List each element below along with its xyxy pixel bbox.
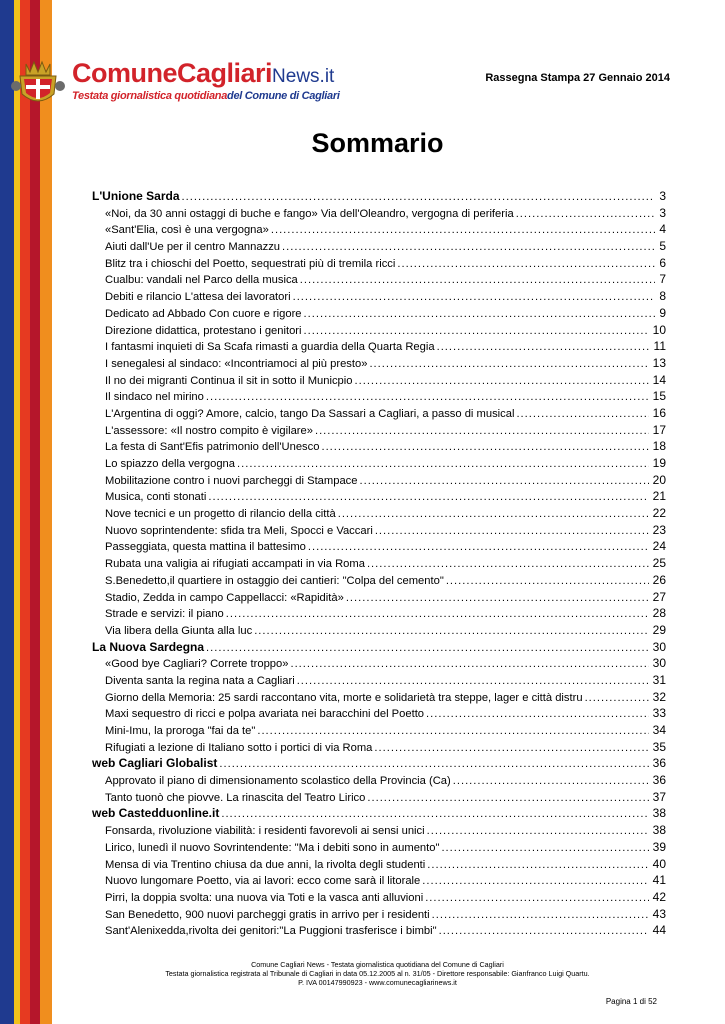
toc-page-number: 35 — [652, 739, 666, 754]
footer-line-2: Testata giornalistica registrata al Tribunale di Cagliari in data 05.12.2005 al n. 31/05 - Direttore responsabile: Gianfranco Luigi Quartu. — [165, 969, 590, 978]
toc-entry-title: Debiti e rilancio L'attesa dei lavoratori — [105, 291, 291, 304]
toc-entry[interactable] — [92, 255, 666, 272]
toc-entry-title: Musica, conti stonati — [105, 491, 207, 504]
brand-suffix: News.it — [272, 66, 335, 87]
toc-page-number: 14 — [652, 372, 666, 387]
toc-dot-leader — [441, 840, 648, 857]
toc-entry[interactable] — [92, 455, 666, 472]
toc-dot-leader — [439, 923, 649, 940]
toc-entry-title: Direzione didattica, protestano i genitori — [105, 324, 302, 337]
toc-entry-title: Mensa di via Trentino chiusa da due anni, la rivolta degli studenti — [105, 858, 426, 871]
toc-entry[interactable] — [92, 505, 666, 522]
toc-dot-leader — [206, 389, 649, 406]
toc-entry-title: Nuovo soprintendente: sfida tra Meli, Spocci e Vaccari — [105, 524, 373, 537]
toc-entry[interactable] — [92, 372, 666, 389]
toc-dot-leader — [221, 806, 648, 823]
toc-dot-leader — [293, 289, 656, 306]
toc-entry-title: Stadio, Zedda in campo Cappellacci: «Rapidità» — [105, 591, 344, 604]
footer-line-1: Comune Cagliari News - Testata giornalistica quotidiana del Comune di Cagliari — [251, 960, 504, 969]
toc-entry-title: L'Argentina di oggi? Amore, calcio, tango Da Sassari a Cagliari, a passo di musical — [105, 407, 515, 420]
toc-page-number: 38 — [652, 806, 666, 821]
toc-dot-leader — [426, 706, 649, 723]
toc-entry[interactable] — [92, 238, 666, 255]
toc-entry[interactable] — [92, 856, 666, 873]
toc-entry-title: Dedicato ad Abbado Con cuore e rigore — [105, 307, 302, 320]
toc-entry[interactable] — [92, 355, 666, 372]
toc-entry-title: Aiuti dall'Ue per il centro Mannazzu — [105, 241, 281, 254]
toc-page-number: 32 — [652, 689, 666, 704]
brand-main: ComuneCagliari — [72, 58, 273, 88]
toc-dot-leader — [374, 740, 648, 757]
toc-dot-leader — [346, 590, 649, 607]
toc-entry-title: La Nuova Sardegna — [92, 639, 205, 654]
toc-entry[interactable] — [92, 472, 666, 489]
toc-entry-title: Via libera della Giunta alla luc — [105, 624, 253, 637]
toc-entry-title: Il no dei migranti Continua il sit in sotto il Municpio — [105, 374, 353, 387]
toc-dot-leader — [226, 606, 649, 623]
toc-entry[interactable] — [92, 689, 666, 706]
toc-dot-leader — [367, 790, 648, 807]
toc-dot-leader — [219, 756, 648, 773]
toc-dot-leader — [271, 222, 655, 239]
tagline-main: Testata giornalistica quotidiana — [72, 90, 228, 102]
toc-page-number: 21 — [652, 489, 666, 504]
toc-page-number: 15 — [652, 389, 666, 404]
toc-page-number: 3 — [659, 205, 666, 220]
toc-page-number: 27 — [652, 589, 666, 604]
toc-entry-title: Rifugiati a lezione di Italiano sotto i portici di via Roma — [105, 741, 373, 754]
toc-dot-leader — [427, 823, 649, 840]
toc-entry-title: Nuovo lungomare Poetto, via ai lavori: ecco come sarà il litorale — [105, 875, 421, 888]
toc-dot-leader — [446, 573, 649, 590]
toc-entry[interactable] — [92, 538, 666, 555]
toc-page-number: 3 — [659, 189, 666, 203]
toc-dot-leader — [237, 456, 649, 473]
toc-dot-leader — [257, 723, 648, 740]
toc-page-number: 18 — [652, 439, 666, 454]
toc-page-number: 23 — [652, 522, 666, 537]
toc-entry-title: Rubata una valigia ai rifugiati accampati in via Roma — [105, 558, 365, 571]
toc-dot-leader — [208, 489, 648, 506]
toc-entry-title: Cualbu: vandali nel Parco della musica — [105, 274, 298, 287]
toc-page-number: 19 — [652, 456, 666, 470]
toc-entry-title: Passeggiata, questa mattina il battesimo — [105, 541, 306, 554]
toc-page-number: 5 — [659, 239, 666, 254]
toc-page-number: 9 — [659, 305, 666, 320]
toc-entry-title: L'Unione Sarda — [92, 189, 180, 203]
toc-dot-leader — [304, 323, 649, 340]
toc-entry[interactable] — [92, 221, 666, 238]
toc-entry[interactable] — [92, 622, 666, 639]
toc-entry[interactable] — [92, 405, 666, 422]
toc-entry-title: «Sant'Elia, così è una vergogna» — [105, 224, 269, 237]
toc-entry[interactable] — [92, 739, 666, 756]
page-number: Pagina 1 di 52 — [605, 997, 657, 1006]
toc-entry[interactable] — [92, 205, 666, 222]
toc-entry-title: web Cagliari Globalist — [92, 756, 218, 771]
toc-entry-title: Mini-Imu, la proroga "fai da te" — [105, 725, 256, 737]
toc-dot-leader — [321, 439, 648, 456]
brand-tagline — [72, 90, 340, 102]
toc-entry-title: Blitz tra i chioschi del Poetto, sequestrati più di tremila ricci — [105, 257, 396, 270]
toc-entry-title: L'assessore: «Il nostro compito è vigilare» — [105, 424, 313, 437]
toc-page-number: 36 — [652, 756, 666, 771]
toc-dot-leader — [585, 690, 649, 707]
toc-dot-leader — [437, 339, 650, 356]
toc-dot-leader — [304, 306, 656, 323]
toc-page-number: 36 — [652, 773, 666, 788]
toc-entry-title: Diventa santa la regina nata a Cagliari — [105, 674, 295, 687]
toc-dot-leader — [254, 623, 648, 640]
toc-page-number: 8 — [659, 289, 666, 304]
tagline-suffix: del Comune di Cagliari — [227, 90, 340, 102]
toc-page-number: 24 — [652, 539, 666, 554]
toc-dot-leader — [453, 773, 649, 790]
toc-page-number: 37 — [652, 789, 666, 804]
toc-entry-title: web Castedduonline.it — [92, 806, 220, 821]
toc-dot-leader — [422, 873, 648, 890]
toc-entry[interactable] — [92, 388, 666, 405]
toc-entry-title: Strade e servizi: il piano — [105, 608, 224, 621]
toc-dot-leader — [375, 523, 649, 540]
toc-entry[interactable] — [92, 722, 666, 739]
toc-page-number: 16 — [652, 405, 666, 420]
toc-entry-title: Pirri, la doppia svolta: una nuova via Toti e la vasca anti alluvioni — [105, 891, 424, 904]
toc-section[interactable] — [92, 188, 666, 205]
toc-entry[interactable] — [92, 488, 666, 505]
toc-entry[interactable] — [92, 589, 666, 606]
toc-dot-leader — [355, 373, 649, 390]
toc-entry[interactable] — [92, 922, 666, 939]
toc-entry-title: Lo spiazzo della vergogna — [105, 458, 235, 470]
toc-entry[interactable] — [92, 271, 666, 288]
toc-page-number: 29 — [652, 622, 666, 637]
toc-entry-title: Approvato il piano di dimensionamento scolastico della Provincia (Ca) — [105, 775, 451, 788]
toc-entry-title: Maxi sequestro di ricci e polpa avariata nei baracchini del Poetto — [105, 708, 425, 721]
toc-page-number: 26 — [652, 572, 666, 587]
toc-page-number: 28 — [652, 606, 666, 621]
toc-entry[interactable] — [92, 322, 666, 339]
toc-entry[interactable] — [92, 572, 666, 589]
toc-page-number: 25 — [652, 556, 666, 571]
toc-entry-title: Il sindaco nel mirino — [105, 391, 204, 404]
toc-entry-title: La festa di Sant'Efis patrimonio dell'Unesco — [105, 441, 320, 454]
toc-page-number: 40 — [652, 856, 666, 871]
toc-dot-leader — [315, 423, 649, 440]
toc-dot-leader — [516, 406, 648, 423]
toc-page-number: 13 — [652, 355, 666, 370]
toc-entry[interactable] — [92, 655, 666, 672]
toc-page-number: 10 — [652, 322, 666, 337]
toc-page-number: 41 — [652, 873, 666, 888]
toc-entry[interactable] — [92, 772, 666, 789]
brand-name — [72, 58, 334, 89]
toc-dot-leader — [369, 356, 648, 373]
toc-page-number: 33 — [652, 706, 666, 721]
toc-entry[interactable] — [92, 672, 666, 689]
toc-section[interactable] — [92, 639, 666, 656]
toc-entry[interactable] — [92, 555, 666, 572]
toc-dot-leader — [308, 539, 649, 556]
toc-entry[interactable] — [92, 789, 666, 806]
toc-entry-title: Tanto tuonò che piovve. La rinascita del Teatro Lirico — [105, 791, 366, 804]
press-review-date: Rassegna Stampa 27 Gennaio 2014 — [485, 72, 670, 84]
footer-line-3: P. IVA 00147990923 - www.comunecagliarinews.it — [298, 978, 457, 987]
toc-dot-leader — [425, 890, 648, 907]
toc-entry[interactable] — [92, 422, 666, 439]
toc-page-number: 11 — [653, 339, 666, 354]
toc-entry-title: Mobilitazione contro i nuovi parcheggi di Stampace — [105, 474, 358, 487]
toc-entry-title: I senegalesi al sindaco: «Incontriamoci al più presto» — [105, 357, 368, 370]
toc-dot-leader — [206, 640, 649, 657]
toc-dot-leader — [397, 256, 655, 273]
toc-page-number: 30 — [652, 656, 666, 671]
page-footer — [0, 960, 725, 987]
toc-page-number: 4 — [659, 222, 666, 237]
toc-page-number: 42 — [652, 889, 666, 904]
toc-page-number: 22 — [652, 506, 666, 521]
toc-entry[interactable] — [92, 305, 666, 322]
toc-entry-title: «Noi, da 30 anni ostaggi di buche e fango» Via dell'Oleandro, vergogna di periferia — [105, 207, 514, 220]
toc-dot-leader — [427, 857, 648, 874]
toc-dot-leader — [282, 239, 655, 256]
toc-dot-leader — [359, 473, 648, 490]
toc-dot-leader — [338, 506, 649, 523]
toc-page-number: 34 — [652, 723, 666, 737]
toc-page-number: 7 — [659, 272, 666, 287]
toc-entry-title: Lirico, lunedì il nuovo Sovrintendente: "Ma i debiti sono in aumento" — [105, 841, 440, 854]
toc-entry-title: S.Benedetto,il quartiere in ostaggio dei cantieri: "Colpa del cemento" — [105, 574, 444, 587]
toc-dot-leader — [516, 206, 656, 223]
toc-dot-leader — [300, 272, 656, 289]
toc-section[interactable] — [92, 755, 666, 772]
toc-entry[interactable] — [92, 906, 666, 923]
toc-entry[interactable] — [92, 288, 666, 305]
toc-entry-title: San Benedetto, 900 nuovi parcheggi gratis in arrivo per i residenti — [105, 908, 430, 921]
toc-entry[interactable] — [92, 338, 666, 355]
toc-entry[interactable] — [92, 872, 666, 889]
toc-page-number: 38 — [652, 823, 666, 838]
toc-entry[interactable] — [92, 822, 666, 839]
coat-of-arms-icon — [10, 54, 66, 110]
page-title: Sommario — [311, 128, 444, 158]
toc-page-number: 44 — [652, 923, 666, 938]
toc-entry-title: I fantasmi inquieti di Sa Scafa rimasti a guardia della Quarta Regia — [105, 341, 435, 354]
toc-entry[interactable] — [92, 705, 666, 722]
toc-page-number: 39 — [652, 839, 666, 854]
toc-entry[interactable] — [92, 889, 666, 906]
toc-dot-leader — [432, 907, 649, 924]
toc-entry[interactable] — [92, 605, 666, 622]
toc-page-number: 6 — [659, 255, 666, 270]
toc-page-number: 43 — [652, 906, 666, 921]
toc-entry-title: Giorno della Memoria: 25 sardi raccontano vita, morte e solidarietà tra steppe, lager e città distru — [105, 691, 583, 704]
toc-page-number: 17 — [652, 422, 666, 437]
toc-entry[interactable] — [92, 839, 666, 856]
toc-entry-title: «Good bye Cagliari? Correte troppo» — [105, 658, 289, 671]
toc-entry-title: Fonsarda, rivoluzione viabilità: i residenti favorevoli ai sensi unici — [105, 825, 425, 838]
table-of-contents — [92, 188, 666, 939]
toc-section[interactable] — [92, 805, 666, 822]
toc-entry[interactable] — [92, 438, 666, 455]
toc-dot-leader — [290, 656, 648, 673]
site-logo[interactable] — [10, 52, 340, 112]
toc-dot-leader — [367, 556, 649, 573]
toc-page-number: 31 — [652, 672, 666, 687]
toc-page-number: 20 — [652, 472, 666, 487]
toc-entry[interactable] — [92, 522, 666, 539]
toc-entry-title: Nove tecnici e un progetto di rilancio della città — [105, 508, 336, 521]
toc-dot-leader — [297, 673, 649, 690]
toc-page-number: 30 — [652, 639, 666, 654]
toc-entry-title: Sant'Alenixedda,rivolta dei genitori:"La Puggioni trasferisce i bimbi" — [105, 925, 437, 938]
toc-dot-leader — [182, 189, 656, 206]
